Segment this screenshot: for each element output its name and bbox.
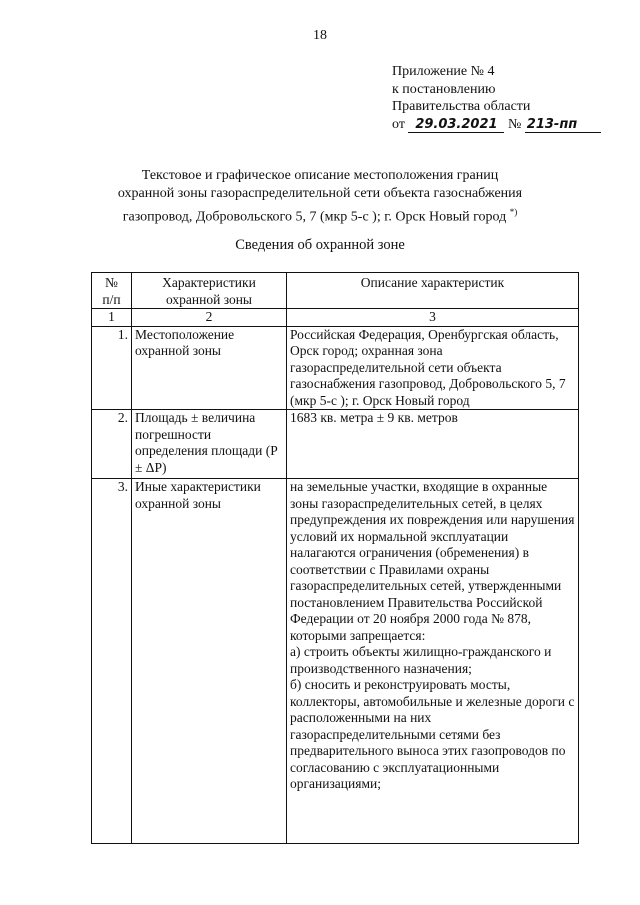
row-description-text: на земельные участки, входящие в охранные зоны газораспределительных сетей, в целях предупреждения их повреждения или нарушения условий их нормальной эксплуатации налагаются ограничения (обременения) в соответствии с Правилами охраны газораспределительных сетей, утвержденными постановлением Правительства Российской Федерации от 20 ноября 2000 года № 878, которыми запрещается: bbox=[290, 479, 575, 643]
column-number-2: 2 bbox=[132, 309, 287, 327]
title-line-3-text: газопровод, Добровольского 5, 7 (мкр 5-с ); г. Орск Новый город bbox=[122, 209, 507, 225]
header-num-line-1: № bbox=[105, 275, 118, 290]
column-number-1: 1 bbox=[92, 309, 132, 327]
row-description: Российская Федерация, Оренбургская область, Орск город; охранная зона газораспределительной сети объекта газоснабжения газопровод, Добровольского 5, 7 (мкр 5-с ); г. Орск Новый город bbox=[287, 326, 579, 410]
column-numbers-row bbox=[92, 309, 579, 327]
table-header-row bbox=[92, 273, 579, 309]
row-num: 1. bbox=[92, 326, 132, 410]
page-number: 18 bbox=[313, 28, 327, 43]
row-characteristic: Местоположение охранной зоны bbox=[132, 326, 287, 410]
row-description-item-a: а) строить объекты жилищно-гражданского и производственного назначения; bbox=[290, 644, 552, 676]
header-char-line-1: Характеристики bbox=[162, 275, 256, 290]
table-row bbox=[92, 410, 579, 479]
header-char-line-2: охранной зоны bbox=[165, 291, 252, 307]
header-description: Описание характеристик bbox=[287, 273, 579, 309]
handwritten-number: 213-пп bbox=[525, 118, 601, 133]
date-prefix: от bbox=[392, 116, 405, 132]
title-line-3 bbox=[70, 203, 570, 227]
row-characteristic: Площадь ± величина погрешности определения площади (P ± ΔP) bbox=[132, 410, 287, 479]
header-characteristics bbox=[132, 273, 287, 309]
footnote-mark: *) bbox=[509, 207, 518, 217]
row-num: 3. bbox=[92, 479, 132, 844]
zone-table bbox=[91, 272, 579, 844]
appendix-date-line bbox=[392, 116, 601, 134]
appendix-line-3: Правительства области bbox=[392, 99, 531, 114]
column-number-3: 3 bbox=[287, 309, 579, 327]
header-num bbox=[92, 273, 132, 309]
row-description: 1683 кв. метра ± 9 кв. метров bbox=[287, 410, 579, 479]
appendix-line-1: Приложение № 4 bbox=[392, 64, 495, 79]
document-title bbox=[70, 167, 570, 227]
table-row bbox=[92, 326, 579, 410]
row-description bbox=[287, 479, 579, 844]
number-prefix: № bbox=[507, 116, 522, 132]
title-line-2: охранной зоны газораспределительной сети объекта газоснабжения bbox=[117, 186, 523, 201]
table-row bbox=[92, 479, 579, 844]
title-line-1: Текстовое и графическое описание местоположения границ bbox=[141, 168, 499, 183]
row-num: 2. bbox=[92, 410, 132, 479]
row-characteristic: Иные характеристики охранной зоны bbox=[132, 479, 287, 844]
section-subtitle: Сведения об охранной зоне bbox=[235, 237, 405, 253]
header-num-line-2: п/п bbox=[102, 291, 121, 307]
handwritten-date: 29.03.2021 bbox=[408, 118, 504, 133]
appendix-block bbox=[392, 63, 601, 133]
appendix-line-2: к постановлению bbox=[392, 81, 496, 97]
row-description-item-b: б) сносить и реконструировать мосты, коллекторы, автомобильные и железные дороги с расположенными на них газораспределительными сетями без предварительного выноса этих газопроводов по согласованию с эксплуатационными организациями; bbox=[290, 677, 575, 791]
